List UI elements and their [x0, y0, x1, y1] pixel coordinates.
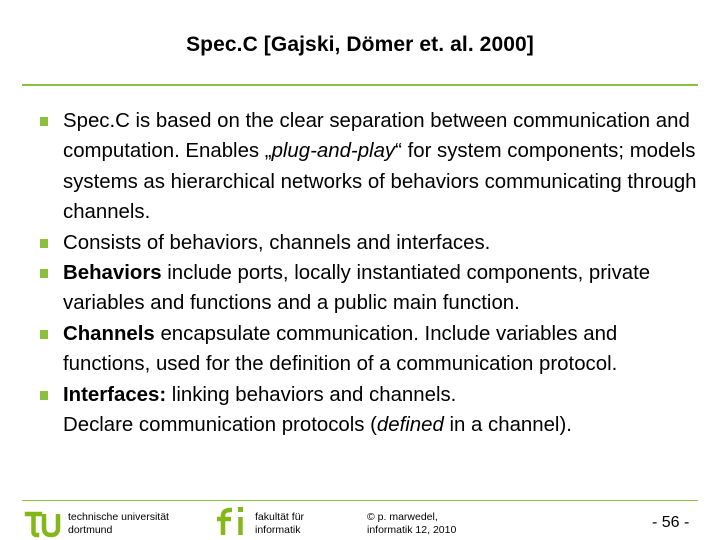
bullet-text: linking behaviors and channels. Declare communication protocols (	[63, 383, 457, 437]
bullet-text: encapsulate communication. Include variables and functions, used for the definition of a communication protocol.	[63, 322, 623, 376]
bullet-term: Interfaces:	[63, 383, 167, 406]
faculty-line-2: informatik	[255, 524, 301, 536]
bullet-square-icon	[40, 117, 48, 126]
bullet-term: Behaviors	[63, 262, 162, 285]
bullet-term: Channels	[63, 322, 155, 345]
fi-logo-icon	[214, 504, 250, 538]
bullet-item	[40, 228, 702, 258]
faculty-name	[255, 511, 304, 537]
bullet-square-icon	[40, 330, 48, 339]
bullet-text: Consists of behaviors, channels and interfaces.	[63, 231, 491, 254]
page-number: - 56 -	[652, 514, 690, 531]
bullet-item	[40, 258, 702, 319]
bullet-emphasis: defined	[376, 414, 444, 437]
title-divider	[22, 84, 698, 86]
university-line-2: dortmund	[68, 524, 113, 536]
bullet-text: “ for system components; models systems as hierarchical networks of behaviors communicating through channels.	[63, 140, 703, 224]
footer-divider	[22, 500, 698, 501]
author-credit	[367, 511, 456, 537]
bullet-text: Spec.C is based on the clear separation between communication and computation. Enables „	[63, 110, 696, 163]
bullet-list	[40, 106, 702, 440]
bullet-text: in a channel).	[443, 414, 572, 437]
bullet-square-icon	[40, 269, 48, 278]
slide-title: Spec.C [Gajski, Dömer et. al. 2000]	[186, 33, 534, 56]
bullet-emphasis: plug-and-play	[271, 140, 396, 163]
bullet-square-icon	[40, 391, 48, 400]
author-line-1: © p. marwedel,	[367, 511, 438, 523]
author-line-2: informatik 12, 2010	[367, 524, 457, 536]
bullet-item	[40, 319, 702, 380]
university-line-1: technische universität	[68, 511, 169, 523]
bullet-square-icon	[40, 239, 48, 248]
bullet-text: include ports, locally instantiated components, private variables and functions and a public main function.	[63, 262, 656, 315]
bullet-item	[40, 106, 702, 228]
faculty-line-1: fakultät für	[255, 511, 305, 523]
bullet-item	[40, 380, 702, 441]
university-name	[68, 511, 169, 537]
tu-logo-icon	[24, 504, 64, 538]
